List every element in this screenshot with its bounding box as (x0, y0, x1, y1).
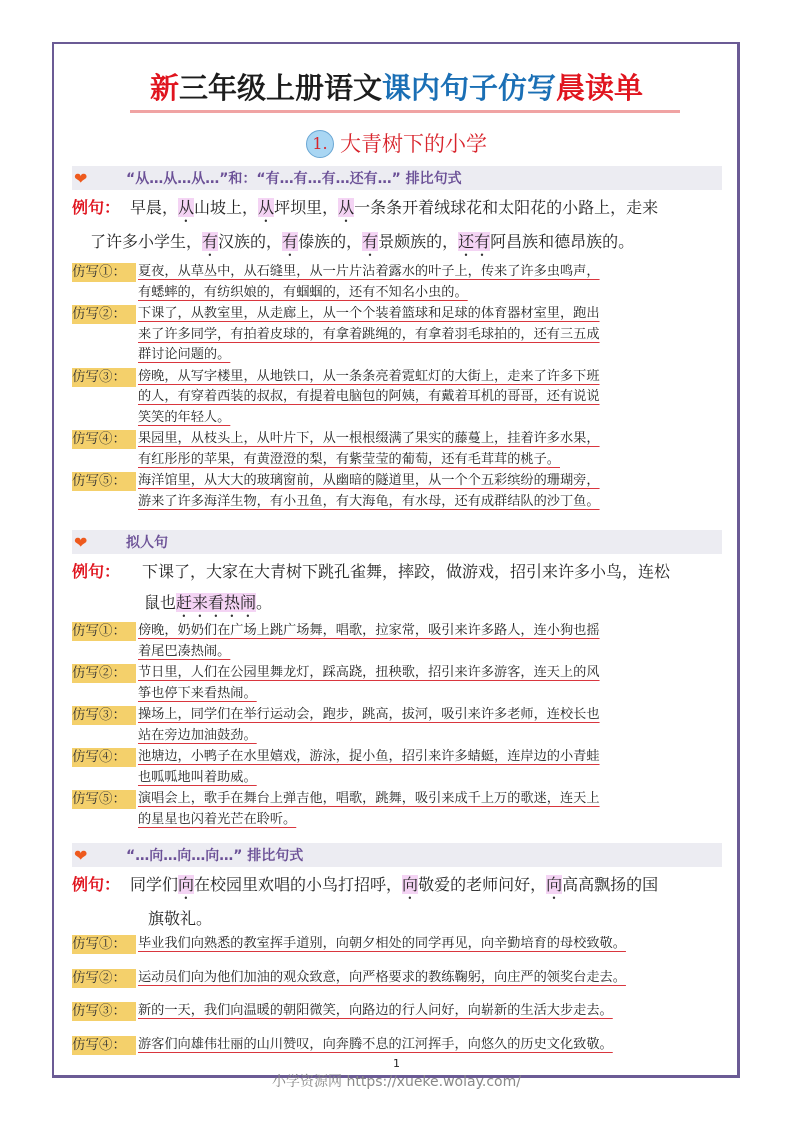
imitation-line: 游来了许多海洋生物，有小丑鱼，有大海龟，有水母，还有成群结队的沙丁鱼。 (138, 493, 600, 509)
imitation-label: 仿写②： (72, 664, 136, 683)
highlighted-keyword: 有 (282, 232, 299, 251)
highlighted-keyword: 向 (178, 875, 195, 894)
highlighted-keyword: 从 (178, 198, 195, 217)
imitation-label: 仿写⑤： (72, 472, 136, 491)
example-text: 在校园里欢唱的小鸟打招呼， (194, 875, 403, 894)
section-parallel-xiang (72, 843, 722, 1055)
example-text: 汉族的， (218, 232, 283, 251)
imitation-label: 仿写④： (72, 1036, 136, 1055)
imitation-item (72, 1035, 722, 1056)
imitation-line: 下课了，从教室里，从走廊上，从一个个装着篮球和足球的体育器材室里，跑出 (138, 306, 600, 321)
imitation-label: 仿写②： (72, 305, 136, 324)
example-sentence (72, 556, 722, 621)
footer-watermark: 小学资源网 https://xueke.wolay.com/ (272, 1074, 521, 1090)
example-text: 傣族的， (298, 232, 363, 251)
imitation-item (72, 968, 722, 989)
highlighted-keyword: 还有 (458, 232, 491, 251)
imitation-line: 有蟋蟀的，有纺织娘的，有蝈蝈的，还有不知名小虫的。 (138, 284, 468, 300)
imitation-line: 游客们向雄伟壮丽的山川赞叹，向奔腾不息的江河挥手，向悠久的历史文化致敬。 (138, 1036, 613, 1052)
imitation-item (72, 1001, 722, 1022)
imitation-item (72, 705, 722, 746)
highlighted-keyword: 向 (402, 875, 419, 894)
example-text: 同学们 (130, 875, 179, 894)
imitation-label: 仿写④： (72, 748, 136, 767)
imitation-line: 节日里，人们在公园里舞龙灯，踩高跷，扭秧歌，招引来许多游客，连天上的风 (138, 665, 600, 680)
example-line (72, 869, 722, 903)
title-part: 晨读单 (556, 71, 644, 105)
imitation-line: 运动员们向为他们加油的观众致意，向严格要求的教练鞠躬，向庄严的领奖台走去。 (138, 969, 626, 985)
highlighted-keyword: 从 (338, 198, 355, 217)
imitation-item (72, 429, 722, 470)
imitation-label: 仿写③： (72, 368, 136, 387)
imitation-item (72, 262, 722, 303)
section-heading (72, 843, 722, 867)
example-line (72, 226, 722, 260)
imitation-label: 仿写①： (72, 935, 136, 954)
heart-icon: ❤ (74, 532, 88, 552)
imitation-line: 的星星也闪着光芒在聆听。 (138, 811, 297, 827)
example-line (72, 587, 722, 621)
imitation-line: 着尾巴凑热闹。 (138, 643, 231, 659)
example-line (72, 192, 722, 226)
section-heading-text: 拟人句 (126, 535, 168, 551)
imitation-line: 来了许多同学，有拍着皮球的，有拿着跳绳的，有拿着羽毛球拍的，还有三五成 (138, 326, 600, 342)
imitation-line: 站在旁边加油鼓劲。 (138, 727, 257, 743)
example-text: 高高飘扬的国 (562, 875, 659, 894)
example-text: 一条条开着绒球花和太阳花的小路上，走来 (354, 198, 659, 217)
imitation-line: 池塘边，小鸭子在水里嬉戏，游泳，捉小鱼，招引来许多蜻蜓，连岸边的小青蛙 (138, 749, 600, 764)
imitation-label: 仿写①： (72, 622, 136, 641)
lesson-heading (0, 128, 793, 158)
imitation-line: 操场上，同学们在举行运动会，跑步，跳高，拔河，吸引来许多老师，连校长也 (138, 707, 600, 722)
example-line (72, 903, 722, 934)
page-number: 1 (393, 1057, 400, 1070)
imitation-line: 傍晚，从写字楼里，从地铁口，从一条条亮着霓虹灯的大街上，走来了许多下班 (138, 368, 600, 384)
example-label: 例句： (72, 562, 121, 581)
imitation-line: 演唱会上，歌手在舞台上弹吉他，唱歌，跳舞，吸引来成千上万的歌迷，连天上 (138, 791, 600, 806)
imitation-line: 筝也停下来看热闹。 (138, 685, 257, 701)
imitation-line: 也呱呱地叫着助威。 (138, 769, 257, 785)
example-text: 下课了，大家在大青树下跳孔雀舞，摔跤，做游戏，招引来许多小鸟，连松 (142, 562, 671, 581)
imitation-item (72, 789, 722, 830)
imitation-item (72, 663, 722, 704)
imitation-line: 新的一天，我们向温暖的朝阳微笑，向路边的行人问好，向崭新的生活大步走去。 (138, 1003, 613, 1018)
section-heading-text: “从…从…从…”和：“有…有…有…还有…” 排比句式 (126, 171, 462, 187)
highlighted-keyword: 向 (546, 875, 563, 894)
highlighted-keyword: 赶来看热闹 (176, 593, 257, 612)
highlighted-keyword: 有 (362, 232, 379, 251)
imitation-line: 果园里，从枝头上，从叶片下，从一根根缀满了果实的藤蔓上，挂着许多水果， (138, 431, 600, 446)
imitation-label: 仿写⑤： (72, 790, 136, 809)
example-text: 。 (256, 593, 273, 612)
imitation-line: 傍晚，奶奶们在广场上跳广场舞，唱歌，拉家常，吸引来许多路人，连小狗也摇 (138, 623, 600, 638)
imitation-label: 仿写③： (72, 706, 136, 725)
section-heading (72, 166, 722, 190)
imitation-line: 的人，有穿着西装的叔叔，有提着电脑包的阿姨，有戴着耳机的哥哥，还有说说 (138, 389, 600, 404)
page-title (0, 66, 793, 107)
imitation-item (72, 367, 722, 429)
imitation-label: 仿写④： (72, 430, 136, 449)
example-text: 了许多小学生， (90, 232, 203, 251)
imitation-item (72, 304, 722, 366)
title-part: 三年级上册语文 (178, 71, 382, 105)
example-text: 敬爱的老师问好， (418, 875, 547, 894)
title-part: 新 (149, 71, 179, 105)
title-divider (130, 110, 680, 113)
section-heading (72, 530, 722, 554)
example-label: 例句： (72, 875, 121, 894)
imitation-item (72, 471, 722, 512)
lesson-number-badge: 1. (306, 130, 334, 158)
imitation-label: 仿写③： (72, 1002, 136, 1021)
imitation-label: 仿写②： (72, 969, 136, 988)
highlighted-keyword: 有 (202, 232, 219, 251)
example-text: 景颇族的， (378, 232, 459, 251)
title-part: 课内句子仿写 (382, 71, 557, 105)
imitation-line: 群讨论问题的。 (138, 347, 231, 362)
example-text: 山坡上， (194, 198, 259, 217)
section-personification (72, 530, 722, 830)
example-text: 坪坝里， (274, 198, 339, 217)
imitation-item (72, 934, 722, 955)
heart-icon: ❤ (74, 845, 88, 865)
imitation-line: 笑笑的年轻人。 (138, 409, 231, 425)
example-line (72, 556, 722, 587)
imitation-line: 海洋馆里，从大大的玻璃窗前，从幽暗的隧道里，从一个个五彩缤纷的珊瑚旁， (138, 473, 600, 488)
example-text: 旗敬礼。 (148, 909, 213, 928)
lesson-title: 大青树下的小学 (340, 132, 487, 156)
example-sentence (72, 869, 722, 934)
section-parallel-cong-you (72, 166, 722, 512)
imitation-item (72, 621, 722, 662)
example-label: 例句： (72, 198, 121, 217)
imitation-line: 夏夜，从草丛中，从石缝里，从一片片沾着露水的叶子上，传来了许多虫鸣声， (138, 264, 600, 279)
example-sentence (72, 192, 722, 260)
imitation-item (72, 747, 722, 788)
highlighted-keyword: 从 (258, 198, 275, 217)
section-heading-text: “…向…向…向…” 排比句式 (126, 848, 304, 864)
heart-icon: ❤ (74, 168, 88, 188)
example-text: 阿昌族和德昂族的。 (490, 232, 635, 251)
imitation-line: 毕业我们向熟悉的教室挥手道别，向朝夕相处的同学再见，向辛勤培育的母校致敬。 (138, 936, 626, 951)
imitation-line: 有红彤彤的苹果，有黄澄澄的梨，有紫莹莹的葡萄，还有毛茸茸的桃子。 (138, 451, 560, 467)
imitation-label: 仿写①： (72, 263, 136, 282)
example-text: 早晨， (130, 198, 179, 217)
example-text: 鼠也 (144, 593, 177, 612)
